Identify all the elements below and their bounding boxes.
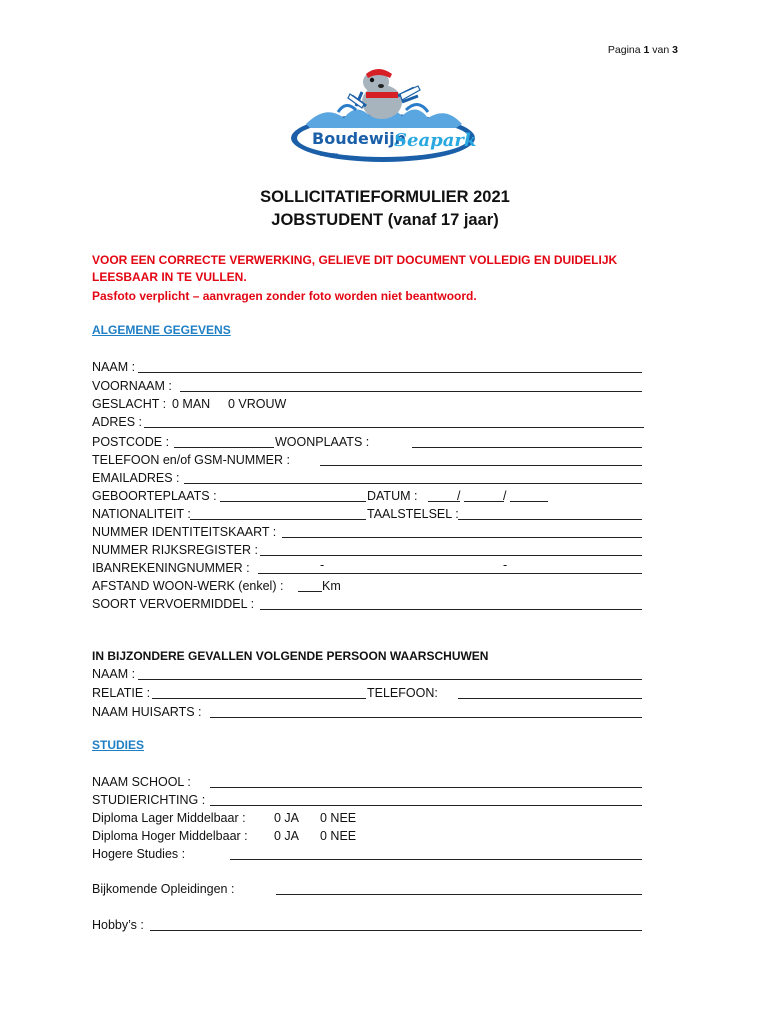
label-nood-naam: NAAM : xyxy=(92,667,136,681)
date-year-line[interactable] xyxy=(510,501,548,502)
input-line[interactable] xyxy=(138,679,642,680)
label-vervoer: SOORT VERVOERMIDDEL : xyxy=(92,597,255,611)
page-total: 3 xyxy=(672,44,678,56)
iban-dash-1: - xyxy=(320,558,325,572)
section-studies: STUDIES xyxy=(92,738,145,752)
input-line[interactable] xyxy=(210,805,642,806)
input-line[interactable] xyxy=(150,930,642,931)
input-line[interactable] xyxy=(180,391,642,392)
relatie-input-line[interactable] xyxy=(152,698,366,699)
input-line[interactable] xyxy=(210,717,642,718)
label-iban: IBANREKENINGNUMMER : xyxy=(92,561,250,575)
date-slash-2: / xyxy=(503,489,507,503)
label-huisarts: NAAM HUISARTS : xyxy=(92,705,202,719)
option-vrouw[interactable]: 0 VROUW xyxy=(228,397,287,411)
input-line[interactable] xyxy=(138,372,642,373)
field-relatie-telefoon xyxy=(92,684,644,702)
iban-dash-2: - xyxy=(503,558,508,572)
field-diploma-lager xyxy=(92,809,644,827)
field-vervoer[interactable] xyxy=(92,595,644,613)
label-studierichting: STUDIERICHTING : xyxy=(92,793,206,807)
field-naam[interactable] xyxy=(92,358,644,376)
label-rijksregister: NUMMER RIJKSREGISTER : xyxy=(92,543,258,557)
label-naam: NAAM : xyxy=(92,360,136,374)
nood-telefoon-input-line[interactable] xyxy=(458,698,642,699)
option-hoger-ja[interactable]: 0 JA xyxy=(274,829,300,843)
field-geboorteplaats-datum xyxy=(92,487,644,505)
field-iban xyxy=(92,559,644,577)
input-line[interactable] xyxy=(320,465,642,466)
nationaliteit-input-line[interactable] xyxy=(190,519,366,520)
label-email: EMAILADRES : xyxy=(92,471,180,485)
field-voornaam[interactable] xyxy=(92,377,644,395)
field-rijksregister[interactable] xyxy=(92,541,644,559)
section-noodcontact: IN BIJZONDERE GEVALLEN VOLGENDE PERSOON WAARSCHUWEN xyxy=(92,649,489,663)
date-slash-1: / xyxy=(457,489,461,503)
hogere-studies-input-line[interactable] xyxy=(230,859,642,860)
page-label: Pagina xyxy=(607,44,641,56)
page-current: 1 xyxy=(643,44,650,56)
label-taalstelsel: TAALSTELSEL : xyxy=(367,507,459,521)
label-id-nummer: NUMMER IDENTITEITSKAART : xyxy=(92,525,277,539)
field-school[interactable] xyxy=(92,773,644,791)
option-lager-nee[interactable]: 0 NEE xyxy=(320,811,357,825)
logo-brand-b: Seapark xyxy=(394,130,477,151)
label-telefoon: TELEFOON en/of GSM-NUMMER : xyxy=(92,453,290,467)
field-nood-naam[interactable] xyxy=(92,665,644,683)
notice-line-2: LEESBAAR IN TE VULLEN. xyxy=(92,270,247,284)
option-lager-ja[interactable]: 0 JA xyxy=(274,811,300,825)
field-bijkomende-opleidingen xyxy=(92,880,644,898)
form-title: SOLLICITATIEFORMULIER 2021 xyxy=(260,188,510,206)
iban-input-line[interactable] xyxy=(258,573,642,574)
label-woonplaats: WOONPLAATS : xyxy=(275,435,370,449)
bijkomende-input-line[interactable] xyxy=(276,894,642,895)
date-month-line[interactable] xyxy=(464,501,504,502)
field-huisarts[interactable] xyxy=(92,703,644,721)
notice-line-3: Pasfoto verplicht – aanvragen zonder foto worden niet beantwoord. xyxy=(92,289,477,303)
label-bijkomende-opleidingen: Bijkomende Opleidingen : xyxy=(92,882,235,896)
label-adres: ADRES : xyxy=(92,415,143,429)
label-geslacht: GESLACHT : xyxy=(92,397,167,411)
input-line[interactable] xyxy=(260,609,642,610)
field-telefoon[interactable] xyxy=(92,451,644,469)
afstand-input-line[interactable] xyxy=(298,591,322,592)
option-hoger-nee[interactable]: 0 NEE xyxy=(320,829,357,843)
form-subtitle: JOBSTUDENT (vanaf 17 jaar) xyxy=(271,211,499,229)
label-school: NAAM SCHOOL : xyxy=(92,775,191,789)
label-nationaliteit: NATIONALITEIT : xyxy=(92,507,191,521)
label-postcode: POSTCODE : xyxy=(92,435,170,449)
field-diploma-hoger xyxy=(92,827,644,845)
label-diploma-lager: Diploma Lager Middelbaar : xyxy=(92,811,246,825)
section-algemene-gegevens: ALGEMENE GEGEVENS xyxy=(92,323,231,337)
label-diploma-hoger: Diploma Hoger Middelbaar : xyxy=(92,829,248,843)
option-man[interactable]: 0 MAN xyxy=(172,397,211,411)
label-hogere-studies: Hogere Studies : xyxy=(92,847,186,861)
label-km: Km xyxy=(322,579,341,593)
postcode-input-line[interactable] xyxy=(174,447,274,448)
label-voornaam: VOORNAAM : xyxy=(92,379,172,393)
logo-small-text: Brugge xyxy=(320,152,339,158)
logo-brand-a: Boudewijn xyxy=(312,129,407,148)
field-email[interactable] xyxy=(92,469,644,487)
label-hobbys: Hobby’s : xyxy=(92,918,144,932)
notice-line-1: VOOR EEN CORRECTE VERWERKING, GELIEVE DIT DOCUMENT VOLLEDIG EN DUIDELIJK xyxy=(92,253,618,267)
input-line[interactable] xyxy=(144,427,644,428)
page-sep: van xyxy=(652,44,670,56)
woonplaats-input-line[interactable] xyxy=(412,447,642,448)
field-adres[interactable] xyxy=(92,413,644,431)
label-datum: DATUM : xyxy=(367,489,418,503)
input-line[interactable] xyxy=(282,537,642,538)
date-day-line[interactable] xyxy=(428,501,460,502)
field-studierichting[interactable] xyxy=(92,791,644,809)
field-hobbys[interactable] xyxy=(92,916,644,934)
label-nood-telefoon: TELEFOON: xyxy=(367,686,438,700)
page-number xyxy=(608,44,678,56)
label-afstand: AFSTAND WOON-WERK (enkel) : xyxy=(92,579,284,593)
field-hogere-studies xyxy=(92,845,644,863)
input-line[interactable] xyxy=(184,483,642,484)
field-nationaliteit-taalstelsel xyxy=(92,505,644,523)
label-relatie: RELATIE : xyxy=(92,686,151,700)
field-postcode-woonplaats xyxy=(92,433,644,451)
seapark-logo xyxy=(286,66,480,166)
field-afstand xyxy=(92,577,644,595)
field-id-nummer[interactable] xyxy=(92,523,644,541)
geboorteplaats-input-line[interactable] xyxy=(220,501,366,502)
input-line[interactable] xyxy=(210,787,642,788)
taalstelsel-input-line[interactable] xyxy=(458,519,642,520)
label-geboorteplaats: GEBOORTEPLAATS : xyxy=(92,489,217,503)
input-line[interactable] xyxy=(260,555,642,556)
field-geslacht xyxy=(92,395,644,413)
